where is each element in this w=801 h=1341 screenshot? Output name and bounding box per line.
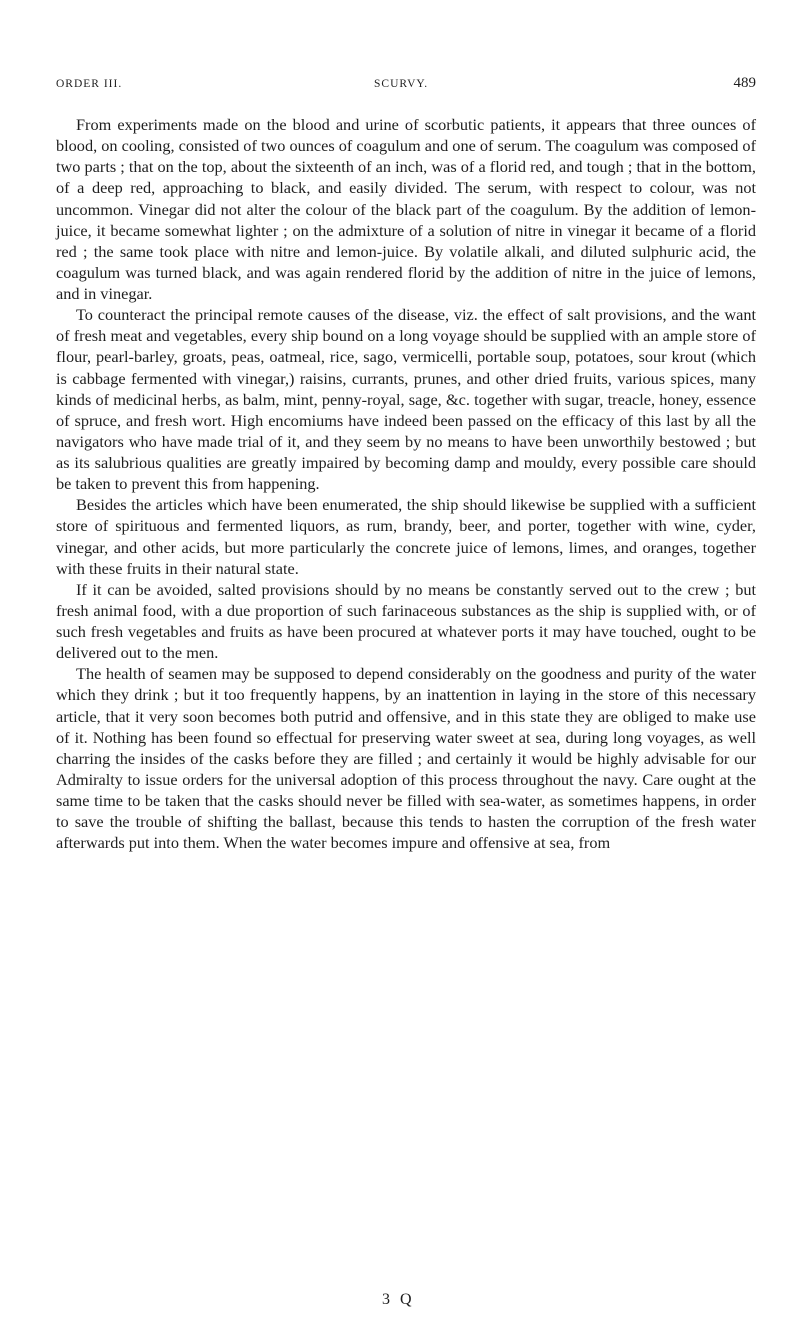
signature-mark: 3 Q: [382, 1291, 415, 1308]
paragraph: To counteract the principal remote causes of the disease, viz. the effect of salt provisions, and the want of fresh meat and vegetables, every ship bound on a long voyage should be supplied with an ample store of flour, pearl-barley, groats, peas, oatmeal, rice, sago, vermicelli, portable soup, potatoes, sour krout (which is cabbage fermented with vinegar,) raisins, currants, prunes, and other dried fruits, various spices, many kinds of medicinal herbs, as balm, mint, penny-royal, sage, &c. together with sugar, treacle, honey, essence of spruce, and fresh wort. High encomiums have indeed been passed on the efficacy of this last by all the navigators who have made trial of it, and they seem by no means to have been unworthily bestowed ; but as its salubrious qualities are greatly impaired by becoming damp and mouldy, every possible care should be taken to prevent this from happening.: [56, 305, 756, 494]
running-header: [56, 75, 756, 96]
page-number: 489: [733, 75, 756, 91]
paragraph: If it can be avoided, salted provisions should by no means be constantly served out to the crew ; but fresh animal food, with a due proportion of such farinaceous substances as the ship is supplied with, or of such fresh vegetables and fruits as have been procured at whatever ports it may have touched, ought to be delivered out to the men.: [56, 579, 756, 663]
paragraph: The health of seamen may be supposed to depend considerably on the goodness and purity of the water which they drink ; but it too frequently happens, by an inattention in laying in the store of this necessary article, that it very soon becomes both putrid and offensive, and in this state they are obliged to make use of it. Nothing has been found so effectual for preserving water sweet at sea, during long voyages, as well charring the insides of the casks before they are filled ; and certainly it would be highly advisable for our Admiralty to issue orders for the universal adoption of this process throughout the navy. Care ought at the same time to be taken that the casks should never be filled with sea-water, as sometimes happens, in order to save the trouble of shifting the ballast, because this tends to hasten the corruption of the fresh water afterwards put into them. When the water becomes impure and offensive at sea, from: [56, 664, 756, 853]
header-section: ORDER III.: [56, 78, 123, 90]
header-title: SCURVY.: [374, 78, 429, 90]
body-text: [56, 114, 756, 853]
paragraph: From experiments made on the blood and urine of scorbutic patients, it appears that three ounces of blood, on cooling, consisted of two ounces of coagulum and one of serum. The coagulum was composed of two parts ; that on the top, about the sixteenth of an inch, was of a florid red, and tough ; that in the bottom, of a deep red, approaching to black, and easily divided. The serum, with respect to colour, was not uncommon. Vinegar did not alter the colour of the black part of the coagulum. By the addition of lemon-juice, it became somewhat lighter ; on the admixture of a solution of nitre in vinegar it became of a florid red ; the same took place with nitre and lemon-juice. By volatile alkali, and diluted sulphuric acid, the coagulum was turned black, and was again rendered florid by the addition of nitre in the juice of lemons, and in vinegar.: [56, 115, 756, 303]
paragraph: Besides the articles which have been enumerated, the ship should likewise be supplied with a sufficient store of spirituous and fermented liquors, as rum, brandy, beer, and porter, together with wine, cyder, vinegar, and other acids, but more particularly the concrete juice of lemons, limes, and oranges, together with these fruits in their natural state.: [56, 495, 756, 578]
